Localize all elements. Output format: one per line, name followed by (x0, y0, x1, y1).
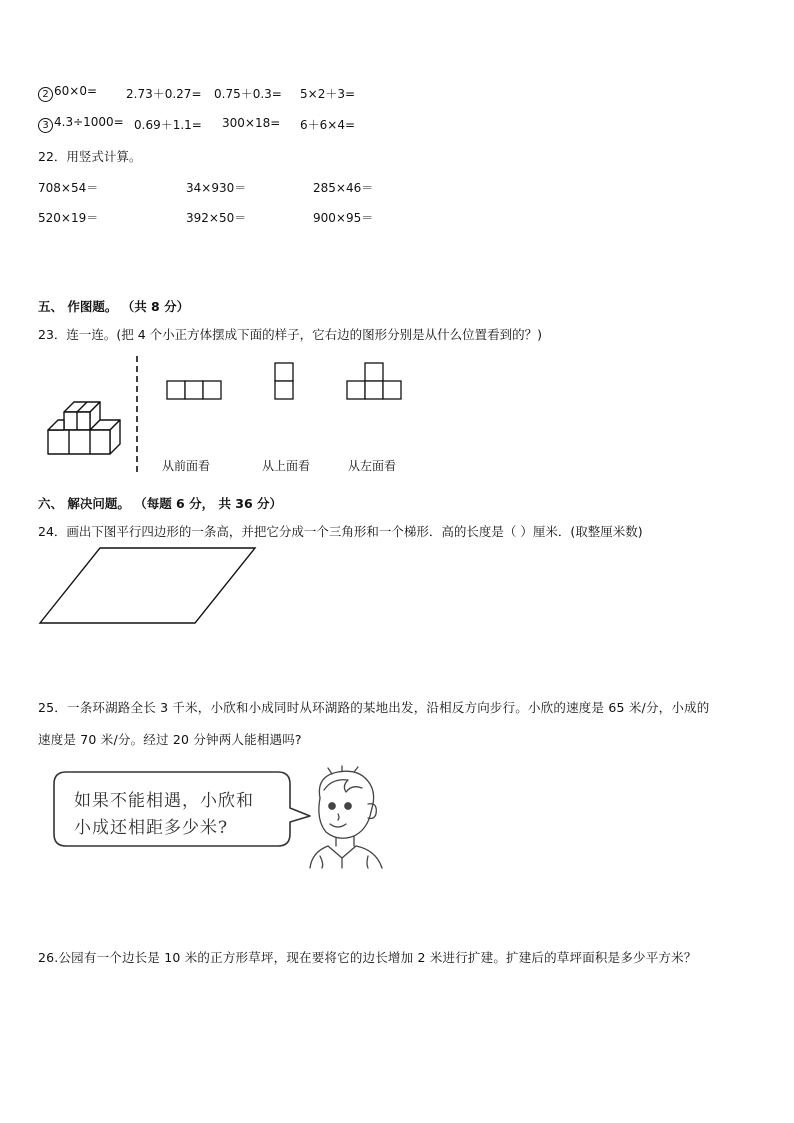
calc-item: 6＋6×4= (300, 118, 356, 132)
calc-item: 300×18= (222, 116, 281, 130)
bubble-text-line-2: 小成还相距多少米? (74, 818, 229, 838)
calc-item: 60×0= (54, 84, 98, 98)
vertical-calc-item: 34×930＝ (186, 181, 247, 195)
view-label-left: 从左面看 (348, 459, 397, 473)
calc-row-2 (38, 84, 97, 102)
question-22-title: 22．用竖式计算。 (38, 149, 142, 164)
dashed-divider (135, 356, 139, 472)
view-shape-two-stacked (274, 362, 296, 400)
circled-number-2: 2 (38, 87, 53, 102)
vertical-calc-item: 520×19＝ (38, 211, 99, 225)
question-25-line-2: 速度是 70 米/分。经过 20 分钟两人能相遇吗? (38, 732, 302, 747)
boy-illustration (302, 768, 394, 870)
question-23-text: 23．连一连。(把 4 个小正方体摆成下面的样子，它右边的图形分别是从什么位置看到的？) (38, 327, 543, 342)
circled-number-3: 3 (38, 118, 53, 133)
calc-item: 0.75＋0.3= (214, 87, 282, 101)
question-26-text: 26.公园有一个边长是 10 米的正方形草坪，现在要将它的边长增加 2 米进行扩建。扩建后的草坪面积是多少平方米？ (38, 950, 697, 965)
view-label-top: 从上面看 (262, 459, 311, 473)
view-shape-three-in-row (166, 380, 222, 400)
view-shape-t-shape (346, 362, 404, 400)
calc-item: 5×2＋3= (300, 87, 356, 101)
vertical-calc-item: 392×50＝ (186, 211, 247, 225)
section-5-title: 五、 作图题。 （共 8 分） (38, 299, 190, 314)
calc-item: 4.3÷1000= (54, 115, 124, 129)
section-6-title: 六、 解决问题。 （每题 6 分， 共 36 分） (38, 496, 283, 511)
calc-item: 0.69＋1.1= (134, 118, 202, 132)
calc-item: 2.73＋0.27= (126, 87, 202, 101)
bubble-text-line-1: 如果不能相遇，小欣和 (74, 791, 254, 811)
vertical-calc-item: 900×95＝ (313, 211, 374, 225)
view-label-front: 从前面看 (162, 459, 211, 473)
parallelogram-figure (38, 546, 258, 626)
question-24-text: 24．画出下图平行四边形的一条高，并把它分成一个三角形和一个梯形．高的长度是（ ）厘米．(取整厘米数) (38, 524, 643, 539)
stacked-cubes-figure (40, 398, 130, 460)
question-25-line-1: 25．一条环湖路全长 3 千米，小欣和小成同时从环湖路的某地出发，沿相反方向步行。小欣的速度是 65 米/分，小成的 (38, 700, 710, 715)
vertical-calc-item: 285×46＝ (313, 181, 374, 195)
vertical-calc-item: 708×54＝ (38, 181, 99, 195)
calc-row-3 (38, 115, 124, 133)
